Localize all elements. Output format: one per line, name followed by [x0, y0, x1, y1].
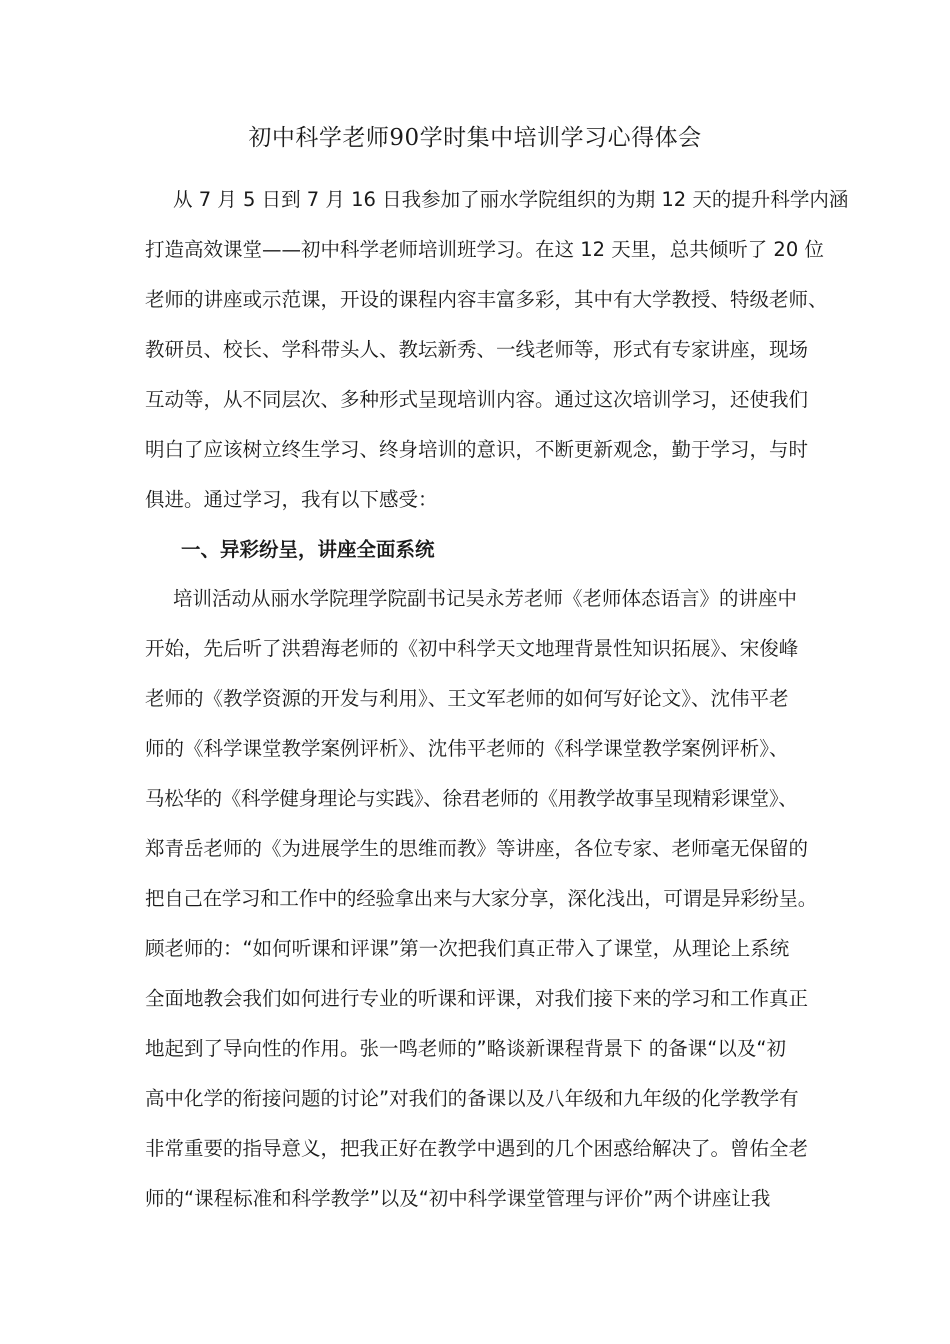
paragraph-line: 高中化学的衔接问题的讨论”对我们的备课以及八年级和九年级的化学教学有: [145, 1087, 799, 1110]
paragraph-line: 马松华的《科学健身理论与实践》、徐君老师的《用教学故事呈现精彩课堂》、: [145, 787, 798, 810]
paragraph-line: 互动等，从不同层次、多种形式呈现培训内容。通过这次培训学习，还使我们: [145, 388, 809, 411]
document-body: [145, 180, 849, 1229]
paragraph-line: 地起到了导向性的作用。张一鸣老师的”略谈新课程背景下 的备课“以及“初: [145, 1037, 787, 1060]
paragraph-line: 顾老师的：“如何听课和评课”第一次把我们真正带入了课堂，从理论上系统: [145, 937, 790, 960]
document-title: 初中科学老师90学时集中培训学习心得体会: [248, 125, 702, 151]
paragraph-line: 郑青岳老师的《为进展学生的思维而教》等讲座，各位专家、老师毫无保留的: [145, 837, 809, 860]
paragraph-line: 开始，先后听了洪碧海老师的《初中科学天文地理背景性知识拓展》、宋俊峰: [145, 637, 799, 660]
paragraph-line: 打造高效课堂——初中科学老师培训班学习。在这 12 天里，总共倾听了 20 位: [145, 238, 824, 261]
paragraph-line: 老师的《教学资源的开发与利用》、王文军老师的如何写好论文》、沈伟平老: [145, 687, 789, 710]
paragraph-line: 师的“课程标准和科学教学”以及“初中科学课堂管理与评价”两个讲座让我: [145, 1187, 771, 1210]
paragraph-line: 老师的讲座或示范课，开设的课程内容丰富多彩，其中有大学教授、特级老师、: [145, 288, 828, 311]
paragraph-line: 师的《科学课堂教学案例评析》、沈伟平老师的《科学课堂教学案例评析》、: [145, 737, 789, 760]
paragraph-line: 把自己在学习和工作中的经验拿出来与大家分享，深化浅出，可谓是异彩纷呈。: [145, 887, 818, 910]
paragraph-line: 明白了应该树立终生学习、终身培训的意识，不断更新观念，勤于学习，与时: [145, 438, 809, 461]
paragraph-line: 俱进。通过学习，我有以下感受：: [145, 488, 438, 511]
paragraph-line: 全面地教会我们如何进行专业的听课和评课，对我们接下来的学习和工作真正: [145, 987, 809, 1010]
paragraph-line: 培训活动从丽水学院理学院副书记吴永芳老师《老师体态语言》的讲座中: [173, 587, 798, 610]
paragraph-line: 非常重要的指导意义，把我正好在教学中遇到的几个困惑给解决了。曾佑全老: [145, 1137, 809, 1160]
section-heading: 一、异彩纷呈，讲座全面系统: [181, 538, 435, 561]
paragraph-line: 从 7 月 5 日到 7 月 16 日我参加了丽水学院组织的为期 12 天的提升科学内涵: [173, 188, 849, 211]
paragraph-line: 教研员、校长、学科带头人、教坛新秀、一线老师等，形式有专家讲座，现场: [145, 338, 809, 361]
